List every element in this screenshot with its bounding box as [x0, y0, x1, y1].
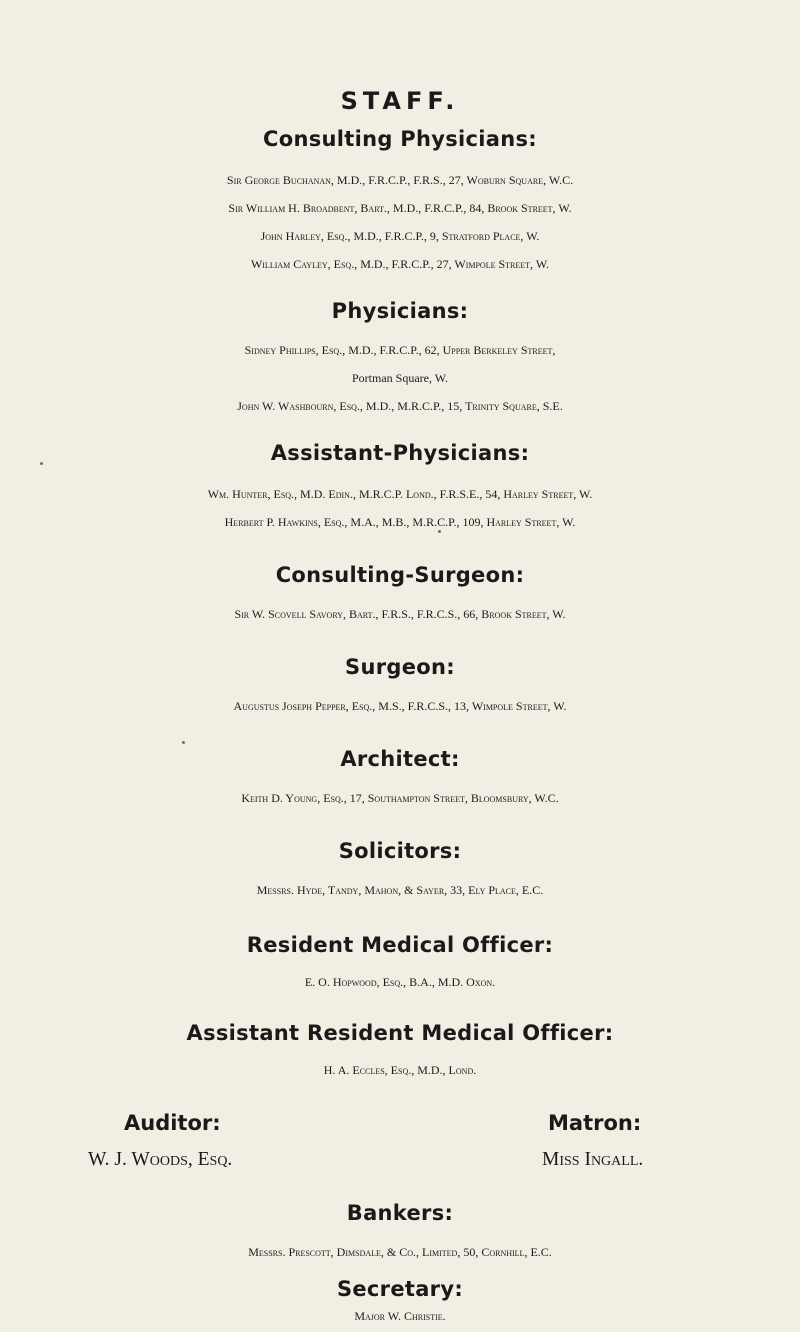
entry-physician: Sidney Phillips, Esq., M.D., F.R.C.P., 62, Upper Berkeley Street, [244, 343, 556, 357]
heading-physicians: Physicians: [331, 299, 469, 323]
entry-resident-medical-officer: E. O. Hopwood, Esq., B.A., M.D. Oxon. [304, 975, 496, 989]
heading-assistant-physicians: Assistant-Physicians: [270, 441, 530, 465]
page-title: STAFF. [340, 87, 460, 115]
heading-secretary: Secretary: [336, 1277, 464, 1301]
entry-bankers: Messrs. Prescott, Dimsdale, & Co., Limited, 50, Cornhill, E.C. [248, 1245, 552, 1259]
entry-matron: Miss Ingall. [542, 1149, 644, 1170]
heading-architect: Architect: [340, 747, 460, 771]
entry-consulting-surgeon: Sir W. Scovell Savory, Bart., F.R.S., F.R.C.S., 66, Brook Street, W. [234, 607, 566, 621]
entry-surgeon: Augustus Joseph Pepper, Esq., M.S., F.R.C.S., 13, Wimpole Street, W. [233, 699, 567, 713]
heading-consulting-surgeon: Consulting-Surgeon: [275, 563, 525, 587]
heading-assistant-resident-medical-officer: Assistant Resident Medical Officer: [186, 1021, 614, 1045]
entry-consulting-physician: Sir William H. Broadbent, Bart., M.D., F.R.C.P., 84, Brook Street, W. [228, 201, 572, 215]
heading-matron: Matron: [548, 1111, 642, 1135]
entry-solicitors: Messrs. Hyde, Tandy, Mahon, & Sayer, 33, Ely Place, E.C. [256, 883, 544, 897]
entry-assistant-resident-medical-officer: H. A. Eccles, Esq., M.D., Lond. [323, 1063, 477, 1077]
entry-assistant-physician: Wm. Hunter, Esq., M.D. Edin., M.R.C.P. Lond., F.R.S.E., 54, Harley Street, W. [207, 487, 593, 501]
heading-bankers: Bankers: [346, 1201, 454, 1225]
paper-speck [182, 741, 185, 744]
heading-consulting-physicians: Consulting Physicians: [263, 127, 537, 151]
paper-speck [40, 462, 43, 465]
heading-auditor: Auditor: [124, 1111, 221, 1135]
heading-resident-medical-officer: Resident Medical Officer: [246, 933, 554, 957]
entry-consulting-physician: John Harley, Esq., M.D., F.R.C.P., 9, Stratford Place, W. [260, 229, 540, 243]
heading-solicitors: Solicitors: [338, 839, 462, 863]
entry-consulting-physician: Sir George Buchanan, M.D., F.R.C.P., F.R.S., 27, Woburn Square, W.C. [226, 173, 574, 187]
entry-assistant-physician: Herbert P. Hawkins, Esq., M.A., M.B., M.R.C.P., 109, Harley Street, W. [224, 515, 576, 529]
entry-architect: Keith D. Young, Esq., 17, Southampton Street, Bloomsbury, W.C. [241, 791, 559, 805]
heading-surgeon: Surgeon: [345, 655, 455, 679]
paper-speck [438, 530, 441, 533]
entry-auditor: W. J. Woods, Esq. [88, 1149, 233, 1170]
entry-secretary: Major W. Christie. [354, 1309, 446, 1323]
entry-consulting-physician: William Cayley, Esq., M.D., F.R.C.P., 27, Wimpole Street, W. [250, 257, 550, 271]
entry-physician: John W. Washbourn, Esq., M.D., M.R.C.P., 15, Trinity Square, S.E. [237, 399, 563, 413]
entry-physician-continuation: Portman Square, W. [352, 371, 448, 385]
